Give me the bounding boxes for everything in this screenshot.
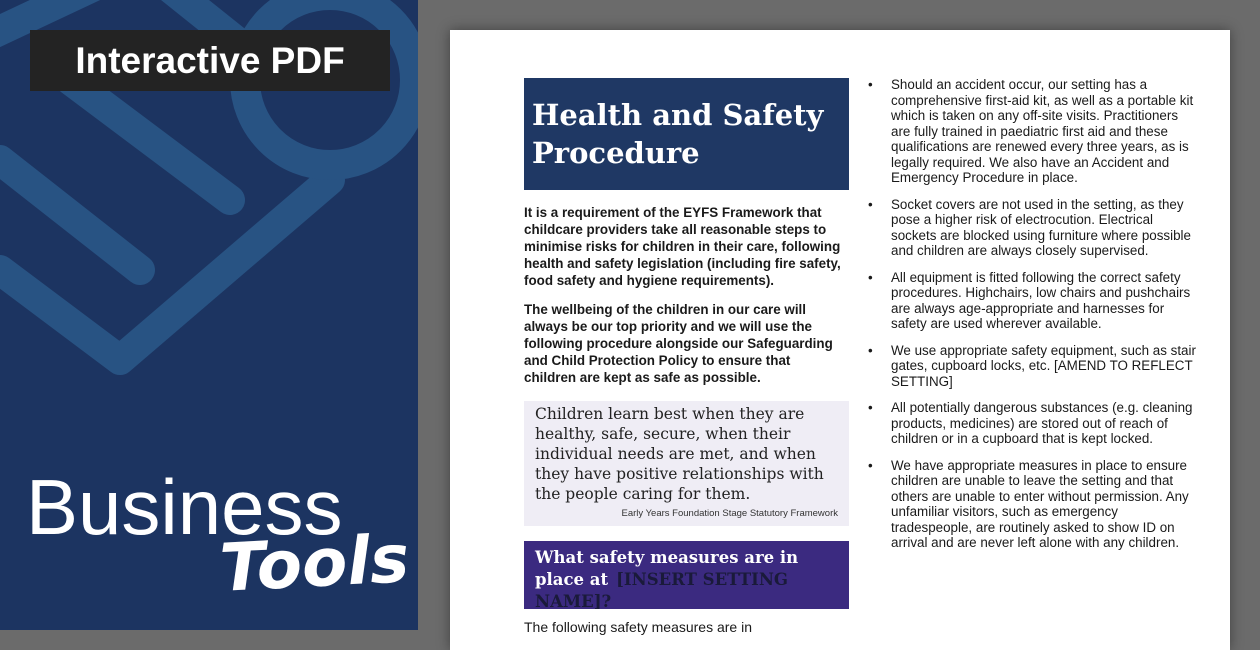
quote-box	[524, 401, 849, 526]
brand-tools: Tools	[218, 520, 411, 607]
following-text: The following safety measures are in	[524, 619, 752, 635]
list-item: • We have appropriate measures in place to ensure children are unable to leave the setting and that others are unable to enter without permission. Any unfamiliar visitors, such as emergency tradespeople, are routinely asked to show ID on arrival and are never left alone with any children.	[868, 458, 1198, 551]
promo-banner	[0, 0, 418, 630]
brand-business: Business	[26, 463, 343, 551]
section-heading: What safety measures are in place at	[535, 548, 799, 589]
quote-text: Children learn best when they are healthy, safe, secure, when their individual needs are met, and when they have positive relationships with the people caring for them.	[535, 405, 824, 503]
safety-measures-list	[868, 77, 1198, 562]
list-item: • We use appropriate safety equipment, such as stair gates, cupboard locks, etc. [AMEND TO REFLECT SETTING]	[868, 343, 1198, 390]
setting-name-field[interactable]: [INSERT SETTING NAME]?	[535, 570, 789, 611]
list-item: • All equipment is fitted following the correct safety procedures. Highchairs, low chairs and pushchairs are always age-appropriate and harnesses for safety are used wherever available.	[868, 270, 1198, 332]
document-title: Health and Safety Procedure	[524, 78, 849, 190]
section-heading-box	[524, 541, 849, 609]
list-item: • Should an accident occur, our setting has a comprehensive first-aid kit, as well as a portable kit which is taken on any off-site visits. Practitioners are fully trained in paediatric first aid and these qualifications are renewed every three years, as is legally required. We also have an Accident and Emergency Procedure in place.	[868, 77, 1198, 186]
list-item: • All potentially dangerous substances (e.g. cleaning products, medicines) are stored out of reach of children or in a cupboard that is kept locked.	[868, 400, 1198, 447]
list-item: • Socket covers are not used in the setting, as they pose a higher risk of electrocution. Electrical sockets are blocked using furniture where possible and children are always closely supervised.	[868, 197, 1198, 259]
interactive-pdf-badge: Interactive PDF	[30, 30, 390, 91]
quote-source: Early Years Foundation Stage Statutory Framework	[621, 508, 838, 519]
pdf-page	[450, 30, 1230, 650]
intro-paragraph: It is a requirement of the EYFS Framework that childcare providers take all reasonable steps to minimise risks for children in their care, following health and safety legislation (including fire safety, food safety and hygiene requirements).	[524, 205, 841, 288]
wellbeing-paragraph: The wellbeing of the children in our care will always be our top priority and we will use the following procedure alongside our Safeguarding and Child Protection Policy to ensure that children are kept as safe as possible.	[524, 302, 833, 385]
